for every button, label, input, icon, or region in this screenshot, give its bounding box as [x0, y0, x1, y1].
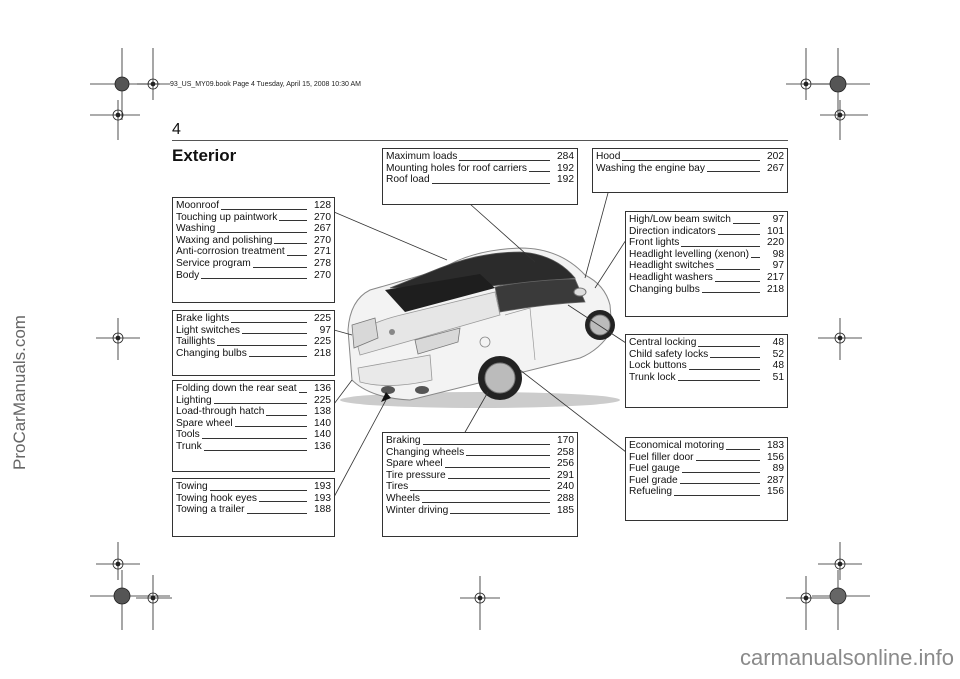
index-row: Changing bulbs 218	[629, 283, 784, 295]
index-row: Fuel gauge 89	[629, 463, 784, 475]
index-row: Changing wheels 258	[386, 446, 574, 458]
index-row: Headlight levelling (xenon) 98	[629, 248, 784, 260]
index-row: Fuel filler door 156	[629, 451, 784, 463]
box-trunk	[172, 380, 335, 472]
index-row: Waxing and polishing 270	[176, 234, 331, 246]
index-row: Service program 278	[176, 257, 331, 269]
index-row: High/Low beam switch 97	[629, 214, 784, 225]
index-row: Roof load 192	[386, 174, 574, 186]
index-row: Maximum loads 284	[386, 151, 574, 162]
index-row: Wheels 288	[386, 492, 574, 504]
page-title: Exterior	[172, 146, 237, 165]
index-row: Refueling 156	[629, 486, 784, 498]
index-row: Winter driving 185	[386, 504, 574, 516]
footer-watermark: carmanualsonline.info	[739, 645, 954, 670]
box-towing	[172, 478, 335, 537]
box-hood	[592, 148, 788, 193]
index-row: Load-through hatch 138	[176, 406, 331, 418]
index-row: Towing a trailer 188	[176, 504, 331, 516]
file-info-line: 93_US_MY09.book Page 4 Tuesday, April 15, 2008 10:30 AM	[170, 81, 361, 88]
side-watermark: ProCarManuals.com	[10, 315, 29, 470]
index-row: Tire pressure 291	[386, 469, 574, 481]
box-loads	[382, 148, 578, 205]
index-row: Braking 170	[386, 435, 574, 446]
index-row: Tires 240	[386, 481, 574, 493]
index-row: Tools 140	[176, 429, 331, 441]
index-row: Towing 193	[176, 481, 331, 492]
index-row: Child safety locks 52	[629, 348, 784, 360]
box-wheels	[382, 432, 578, 537]
index-row: Touching up paintwork 270	[176, 211, 331, 223]
box-headlight	[625, 211, 788, 317]
index-row: Changing bulbs 218	[176, 347, 331, 359]
index-row: Brake lights 225	[176, 313, 331, 324]
page-number: 4	[172, 121, 181, 138]
index-row: Taillights 225	[176, 336, 331, 348]
index-row: Washing 267	[176, 223, 331, 235]
index-row: Anti-corrosion treatment 271	[176, 246, 331, 258]
box-locking	[625, 334, 788, 408]
box-fuel	[625, 437, 788, 521]
index-row: Lighting 225	[176, 394, 331, 406]
index-row: Towing hook eyes 193	[176, 492, 331, 504]
index-row: Front lights 220	[629, 237, 784, 249]
index-row: Light switches 97	[176, 324, 331, 336]
box-roof	[172, 197, 335, 303]
index-row: Lock buttons 48	[629, 360, 784, 372]
index-row: Moonroof 128	[176, 200, 331, 211]
index-row: Washing the engine bay 267	[596, 162, 784, 174]
box-brake-lights	[172, 310, 335, 376]
index-row: Body 270	[176, 269, 331, 281]
index-row: Spare wheel 256	[386, 458, 574, 470]
index-row: Headlight washers 217	[629, 271, 784, 283]
index-row: Headlight switches 97	[629, 260, 784, 272]
index-row: Economical motoring 183	[629, 440, 784, 451]
index-row: Mounting holes for roof carriers 192	[386, 162, 574, 174]
index-row: Hood 202	[596, 151, 784, 162]
index-row: Trunk 136	[176, 440, 331, 452]
index-row: Trunk lock 51	[629, 371, 784, 383]
index-row: Central locking 48	[629, 337, 784, 348]
index-row: Direction indicators 101	[629, 225, 784, 237]
index-row: Fuel grade 287	[629, 474, 784, 486]
index-row: Spare wheel 140	[176, 417, 331, 429]
index-row: Folding down the rear seat 136	[176, 383, 331, 394]
